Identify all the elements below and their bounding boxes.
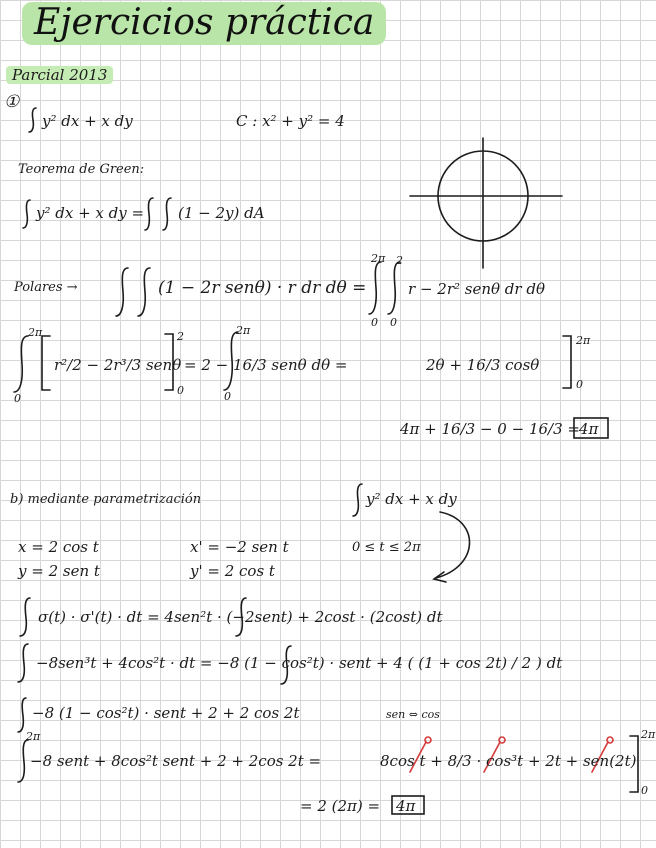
integral-sign [388,262,400,314]
lower-limit: 0 [641,784,648,797]
lower-limit: 0 [14,392,21,405]
upper-limit: 2π [28,326,43,339]
lower-limit: 0 [390,316,397,329]
integral-sign [116,268,128,316]
lower-limit: 0 [371,316,378,329]
integral-sign [29,108,36,132]
section-b-integral: y² dx + x dy [366,490,457,508]
parameter-range: 0 ≤ t ≤ 2π [352,540,421,555]
step-line-2: −8sen³t + 4cos²t · dt = −8 (1 − cos²t) · sent + 4 ( (1 + cos 2t) / 2 ) dt [36,654,563,672]
strike-circle [607,737,613,743]
integral-sign [18,740,28,782]
line-integral: y² dx + x dy [42,112,133,130]
bracket-right [563,336,571,388]
result-box: 4π [579,420,599,438]
integral-sign [369,262,381,314]
upper-limit: 2π [641,728,656,741]
exam-subtitle: Parcial 2013 [6,66,113,84]
polar-right: r − 2r² senθ dr dθ [408,280,545,298]
step-line-4-left: −8 sent + 8cos²t sent + 2 + 2cos 2t = [30,752,322,770]
integral-sign [20,598,30,636]
x-derivative: x' = −2 sen t [190,538,289,556]
green-lhs: y² dx + x dy = [36,204,145,222]
integral-sign [353,484,362,516]
integral-sign [138,268,150,316]
step-line-1: σ(t) · σ'(t) · dt = 4sen²t · (−2sent) + 2cost · (2cost) dt [38,608,443,626]
integral-sign [163,198,171,230]
page-title: Ejercicios práctica [22,2,386,45]
integral-sign [145,198,153,230]
section-b-label: b) mediante parametrización [10,492,202,507]
lower-limit: 0 [576,378,583,391]
curved-arrow [436,512,470,578]
upper-limit: 2π [576,334,591,347]
integral-sign [18,644,28,682]
x-parametrization: x = 2 cos t [18,538,99,556]
upper-limit: 2 [396,254,403,267]
upper-limit: 2π [236,324,251,337]
integral-sign [23,200,30,228]
bracket-left [42,336,50,390]
upper-limit: 2π [371,252,386,265]
integral-sign [14,336,28,392]
green-theorem-label: Teorema de Green: [18,162,145,177]
upper-limit: 2 [177,330,184,343]
strike-circle [425,737,431,743]
green-rhs: (1 − 2y) dA [178,204,265,222]
bracket-inner: r²/2 − 2r³/3 senθ [54,356,182,374]
final-line: = 2 (2π) = [300,797,381,815]
polar-integrand: (1 − 2r senθ) · r dr dθ = [158,278,367,298]
exercise-number: ① [4,92,20,112]
lower-limit: 0 [224,390,231,403]
step-line-3: −8 (1 − cos²t) · sent + 2 + 2 cos 2t [32,704,300,722]
step-line-4-right: 8cos t + 8/3 · cos³t + 2t + sen(2t) [380,752,637,770]
y-derivative: y' = 2 cos t [190,562,275,580]
upper-limit: 2π [26,730,41,743]
strike-circle [499,737,505,743]
eval-right: 2θ + 16/3 cosθ [426,356,540,374]
result-line: 4π + 16/3 − 0 − 16/3 = [400,420,580,438]
eval-middle: = 2 − 16/3 senθ dθ = [184,356,348,374]
integral-sign [18,698,26,732]
final-result-box: 4π [396,797,416,815]
lower-limit: 0 [177,384,184,397]
polar-label: Polares → [14,280,78,295]
y-parametrization: y = 2 sen t [18,562,100,580]
side-note: sen ⇔ cos [386,708,440,721]
curve-equation: C : x² + y² = 4 [236,112,345,130]
